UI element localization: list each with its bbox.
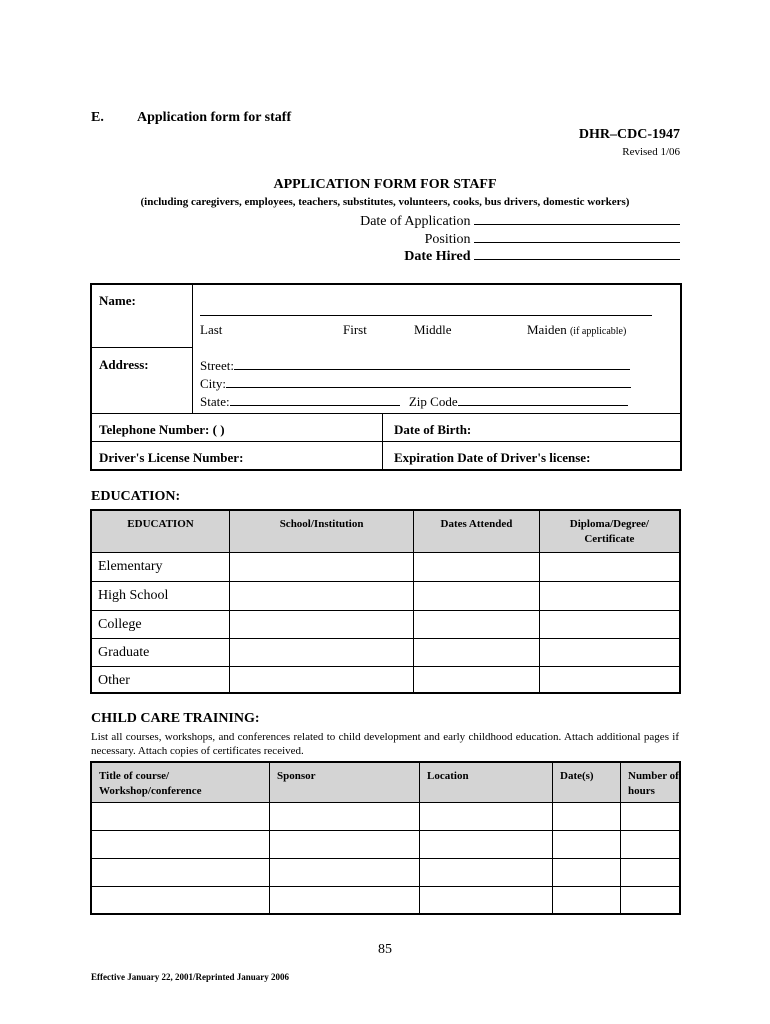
- location-cell[interactable]: [420, 802, 553, 830]
- date-hired-line[interactable]: [474, 247, 680, 260]
- maiden-note: (if applicable): [569, 326, 627, 337]
- address-label: Address:: [99, 357, 149, 372]
- dates-cell[interactable]: [414, 638, 540, 666]
- street-field[interactable]: [200, 357, 630, 374]
- course-cell[interactable]: [91, 830, 270, 858]
- training-row: [91, 802, 680, 830]
- hours-cell[interactable]: [621, 858, 681, 886]
- date-hired-field[interactable]: [404, 247, 680, 265]
- dates-cell[interactable]: [414, 581, 540, 610]
- date-of-birth-label[interactable]: Date of Birth:: [394, 422, 472, 437]
- sponsor-cell[interactable]: [270, 858, 420, 886]
- sponsor-cell[interactable]: [270, 802, 420, 830]
- position-line[interactable]: [474, 230, 680, 243]
- diploma-cell[interactable]: [539, 610, 680, 638]
- section-title: Application form for staff: [137, 110, 292, 125]
- education-header-row: [91, 510, 680, 552]
- divider: [382, 413, 383, 469]
- position-label: Position: [424, 232, 471, 247]
- training-heading: CHILD CARE TRAINING:: [91, 711, 260, 726]
- maiden-text: Maiden: [527, 322, 567, 337]
- hours-cell[interactable]: [621, 802, 681, 830]
- dates-cell[interactable]: [414, 666, 540, 693]
- zip-line[interactable]: [458, 393, 628, 406]
- location-col-header: Location: [420, 762, 553, 802]
- course-cell[interactable]: [91, 802, 270, 830]
- dates-cell[interactable]: [553, 858, 621, 886]
- school-cell[interactable]: [230, 610, 414, 638]
- date-hired-label: Date Hired: [404, 249, 471, 264]
- street-label: Street:: [200, 358, 234, 373]
- dates-cell[interactable]: [414, 552, 540, 581]
- dates-cell[interactable]: [553, 886, 621, 914]
- course-cell[interactable]: [91, 858, 270, 886]
- street-line[interactable]: [234, 357, 630, 370]
- hours-cell[interactable]: [621, 886, 681, 914]
- dates-cell[interactable]: [414, 610, 540, 638]
- diploma-cell[interactable]: [539, 581, 680, 610]
- position-field[interactable]: [425, 230, 680, 248]
- name-label: Name:: [99, 293, 136, 308]
- state-field[interactable]: [200, 393, 628, 410]
- sponsor-cell[interactable]: [270, 886, 420, 914]
- state-label: State:: [200, 394, 230, 409]
- education-row-elementary: [91, 552, 680, 581]
- course-title-col-header: Title of course/ Workshop/conference: [91, 762, 270, 802]
- form-title: APPLICATION FORM FOR STAFF: [273, 177, 497, 192]
- school-cell[interactable]: [230, 581, 414, 610]
- date-of-application-line[interactable]: [474, 212, 680, 225]
- diploma-cell[interactable]: [539, 638, 680, 666]
- location-cell[interactable]: [420, 886, 553, 914]
- location-cell[interactable]: [420, 830, 553, 858]
- school-cell[interactable]: [230, 666, 414, 693]
- training-header-row: [91, 762, 680, 802]
- row-label: Graduate: [91, 638, 230, 666]
- diploma-col-header: Diploma/Degree/ Certificate: [539, 510, 680, 552]
- dates-cell[interactable]: [553, 830, 621, 858]
- name-maiden-label: [527, 322, 626, 338]
- row-label: Elementary: [91, 552, 230, 581]
- training-instructions: List all courses, workshops, and conferences related to child development and early childhood education. Attach additional pages if necessary. Attach copies of certificates received.: [91, 731, 679, 757]
- dates-attended-col-header: Dates Attended: [414, 510, 540, 552]
- education-row-graduate: [91, 638, 680, 666]
- school-cell[interactable]: [230, 638, 414, 666]
- diploma-cell[interactable]: [539, 666, 680, 693]
- diploma-cell[interactable]: [539, 552, 680, 581]
- divider: [92, 441, 680, 442]
- training-table: [90, 761, 681, 915]
- sponsor-col-header: Sponsor: [270, 762, 420, 802]
- city-field[interactable]: [200, 375, 631, 392]
- name-first-label: First: [343, 322, 367, 337]
- course-cell[interactable]: [91, 886, 270, 914]
- training-row: [91, 830, 680, 858]
- form-subtitle: (including caregivers, employees, teachers, substitutes, volunteers, cooks, bus drivers, domestic workers): [140, 196, 630, 208]
- section-letter: E.: [91, 110, 104, 125]
- page-number: 85: [378, 942, 392, 957]
- drivers-license-label[interactable]: Driver's License Number:: [99, 450, 244, 465]
- location-cell[interactable]: [420, 858, 553, 886]
- divider: [92, 347, 192, 348]
- school-cell[interactable]: [230, 552, 414, 581]
- name-last-label: Last: [200, 322, 223, 337]
- row-label: High School: [91, 581, 230, 610]
- zip-label: Zip Code: [408, 394, 458, 409]
- license-expiration-label[interactable]: Expiration Date of Driver's license:: [394, 450, 591, 465]
- education-row-high-school: [91, 581, 680, 610]
- revised-date: Revised 1/06: [622, 146, 680, 158]
- sponsor-cell[interactable]: [270, 830, 420, 858]
- name-line[interactable]: [200, 301, 652, 316]
- name-middle-label: Middle: [414, 322, 452, 337]
- education-row-other: [91, 666, 680, 693]
- education-heading: EDUCATION:: [91, 489, 181, 504]
- dates-cell[interactable]: [553, 802, 621, 830]
- date-of-application-label: Date of Application: [360, 214, 471, 229]
- education-col-header: EDUCATION: [91, 510, 230, 552]
- hours-cell[interactable]: [621, 830, 681, 858]
- state-line[interactable]: [230, 393, 400, 406]
- training-row: [91, 886, 680, 914]
- divider: [92, 413, 680, 414]
- education-table: [90, 509, 681, 694]
- school-col-header: School/Institution: [230, 510, 414, 552]
- row-label: Other: [91, 666, 230, 693]
- form-code: DHR–CDC-1947: [578, 127, 680, 142]
- hours-col-header: Number of hours: [621, 762, 681, 802]
- city-label: City:: [200, 376, 227, 391]
- city-line[interactable]: [226, 375, 631, 388]
- date-of-application-field[interactable]: [360, 212, 680, 230]
- divider: [192, 285, 193, 413]
- row-label: College: [91, 610, 230, 638]
- effective-date-footer: Effective January 22, 2001/Reprinted January 2006: [91, 972, 289, 982]
- education-row-college: [91, 610, 680, 638]
- telephone-label[interactable]: Telephone Number: ( ): [99, 422, 225, 437]
- training-row: [91, 858, 680, 886]
- dates-col-header: Date(s): [553, 762, 621, 802]
- personal-info-box: [90, 283, 682, 471]
